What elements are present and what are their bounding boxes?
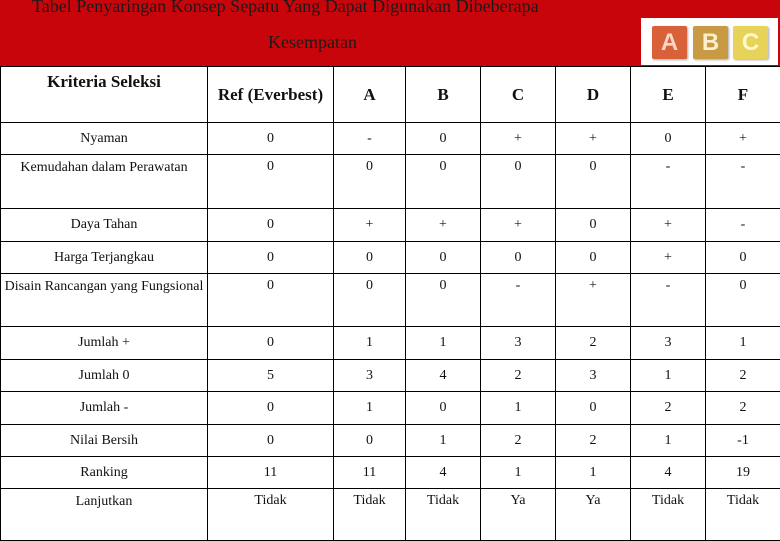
table-cell: - [631,274,706,327]
logo-block-a: A [652,26,687,59]
table-cell: 1 [481,392,556,425]
column-header-6: E [631,67,706,123]
table-row [1,242,780,274]
table-cell: - [706,155,780,209]
row-label: Kemudahan dalam Perawatan [1,155,208,209]
table-body [1,123,780,541]
table-cell: 0 [631,123,706,155]
column-header-2: A [334,67,406,123]
table-cell: 0 [208,327,334,360]
table-cell: 11 [334,457,406,489]
table-cell: 2 [706,360,780,392]
table-cell: 1 [334,392,406,425]
table-row [1,457,780,489]
row-label: Ranking [1,457,208,489]
row-label: Jumlah - [1,392,208,425]
row-label: Lanjutkan [1,489,208,541]
table-cell: 4 [631,457,706,489]
table-row [1,274,780,327]
table-cell: 3 [481,327,556,360]
table-row [1,209,780,242]
column-header-5: D [556,67,631,123]
table-cell: 0 [208,242,334,274]
table-cell: 0 [208,274,334,327]
table-cell: 0 [406,392,481,425]
page-title-line-2: Kesempatan [268,32,357,53]
table-row [1,123,780,155]
table-cell: 0 [406,242,481,274]
table-cell: - [334,123,406,155]
table-cell: - [481,274,556,327]
table-cell: 0 [334,274,406,327]
title-banner [0,0,780,66]
screening-table [0,66,780,541]
row-label: Nyaman [1,123,208,155]
table-cell: 1 [556,457,631,489]
table-header-row [1,67,780,123]
table-cell: -1 [706,425,780,457]
table-cell: 1 [631,425,706,457]
table-cell: 1 [334,327,406,360]
table-cell: 0 [334,242,406,274]
row-label: Daya Tahan [1,209,208,242]
table-cell: 3 [334,360,406,392]
column-header-4: C [481,67,556,123]
table-row [1,155,780,209]
table-cell: 1 [481,457,556,489]
table-cell: 0 [406,274,481,327]
table-cell: + [406,209,481,242]
table-cell: 0 [706,242,780,274]
abc-blocks-logo [641,18,778,65]
table-cell: 0 [208,425,334,457]
table-cell: 0 [556,155,631,209]
table-cell: 2 [481,360,556,392]
table-cell: Tidak [208,489,334,541]
table-cell: 2 [556,425,631,457]
table-cell: + [556,123,631,155]
table-cell: 0 [334,425,406,457]
table-cell: 0 [208,209,334,242]
table-cell: 1 [706,327,780,360]
table-cell: 0 [406,123,481,155]
table-cell: 2 [706,392,780,425]
table-cell: 2 [481,425,556,457]
table-row [1,360,780,392]
table-cell: - [631,155,706,209]
table-cell: 0 [556,209,631,242]
table-cell: 0 [208,155,334,209]
table-row [1,327,780,360]
table-cell: 1 [406,425,481,457]
table-cell: 4 [406,457,481,489]
table-cell: 2 [556,327,631,360]
table-cell: 4 [406,360,481,392]
table-cell: Tidak [334,489,406,541]
table-cell: + [706,123,780,155]
table-cell: 0 [556,392,631,425]
page-title-line-1: Tabel Penyaringan Konsep Sepatu Yang Dapat Digunakan Dibeberapa [32,0,539,17]
column-header-criteria: Kriteria Seleksi [1,67,208,123]
table-cell: Tidak [631,489,706,541]
table-cell: 0 [406,155,481,209]
table-cell: Tidak [406,489,481,541]
row-label: Jumlah + [1,327,208,360]
table-cell: 1 [631,360,706,392]
row-label: Harga Terjangkau [1,242,208,274]
table-cell: + [631,209,706,242]
table-cell: 0 [481,155,556,209]
table-cell: 5 [208,360,334,392]
table-cell: Tidak [706,489,780,541]
table-cell: 19 [706,457,780,489]
logo-block-b: B [693,26,728,59]
table-cell: 11 [208,457,334,489]
table-cell: + [481,123,556,155]
table-cell: 0 [706,274,780,327]
column-header-7: F [706,67,780,123]
table-cell: 0 [556,242,631,274]
table-cell: + [631,242,706,274]
row-label: Disain Rancangan yang Fungsional [1,274,208,327]
table-cell: Ya [556,489,631,541]
table-cell: + [334,209,406,242]
table-row [1,489,780,541]
column-header-1: Ref (Everbest) [208,67,334,123]
table-row [1,425,780,457]
table-cell: 0 [481,242,556,274]
column-header-3: B [406,67,481,123]
table-cell: 0 [208,123,334,155]
table-cell: 1 [406,327,481,360]
table-cell: 0 [334,155,406,209]
table-cell: 3 [556,360,631,392]
table-cell: 0 [208,392,334,425]
logo-block-c: C [733,26,768,59]
table-cell: + [556,274,631,327]
table-cell: 2 [631,392,706,425]
table-cell: + [481,209,556,242]
table-cell: Ya [481,489,556,541]
row-label: Jumlah 0 [1,360,208,392]
table-row [1,392,780,425]
row-label: Nilai Bersih [1,425,208,457]
table-cell: - [706,209,780,242]
table-cell: 3 [631,327,706,360]
